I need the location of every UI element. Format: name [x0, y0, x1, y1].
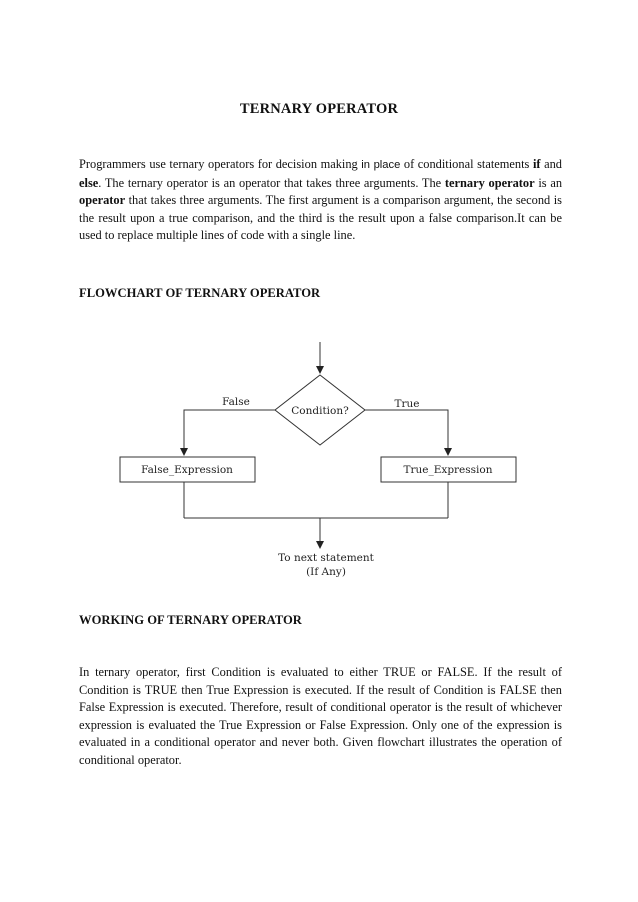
intro-text-5: and [540, 157, 562, 171]
true-branch-label: True [394, 398, 420, 410]
false-expression-label: False_Expression [141, 464, 233, 476]
intro-text-9: is an [534, 175, 563, 190]
keyword-ternary-operator: ternary operator [444, 175, 535, 190]
flowchart-heading: FLOWCHART OF TERNARY OPERATOR [79, 286, 321, 300]
page-title: TERNARY OPERATOR [239, 101, 399, 117]
intro-text-7: . The ternary operator is an operator that takes three arguments. The [98, 175, 445, 190]
ternary-flowchart [110, 335, 530, 580]
true-branch-arrow [365, 410, 448, 455]
working-paragraph: In ternary operator, first Condition is evaluated to either TRUE or FALSE. If the result of Condition is TRUE then True Expression is executed. If the result of Condition is FALSE then False Expression is executed. Therefore, result of conditional operator is the result of whichever expression is evaluated the True Expression or False Expression. Only one of the expression is evaluated in a conditional operator and never both. Given flowchart illustrates the operation of conditional operator. [79, 665, 562, 767]
keyword-if: if [532, 157, 541, 171]
true-expression-label: True_Expression [403, 464, 493, 476]
intro-text-1: Programmers use ternary operators for decision making [79, 157, 362, 171]
intro-text-3: of conditional statements [400, 157, 533, 171]
keyword-operator: operator [79, 193, 126, 208]
if-any-label: (If Any) [306, 566, 346, 578]
false-branch-arrow [184, 410, 275, 455]
next-statement-label: To next statement [278, 552, 374, 564]
keyword-else: else [79, 175, 99, 190]
intro-text-in-place: in place [361, 159, 401, 171]
working-heading: WORKING OF TERNARY OPERATOR [79, 613, 302, 627]
false-branch-label: False [222, 396, 250, 408]
intro-text-11: that takes three arguments. The first argument is a comparison argument, the second is the result upon a true comparison, and the third is the result upon a false comparison.It can be used to replace multiple lines of code with a single line. [79, 193, 562, 243]
intro-paragraph [79, 156, 562, 245]
condition-label: Condition? [291, 405, 349, 417]
